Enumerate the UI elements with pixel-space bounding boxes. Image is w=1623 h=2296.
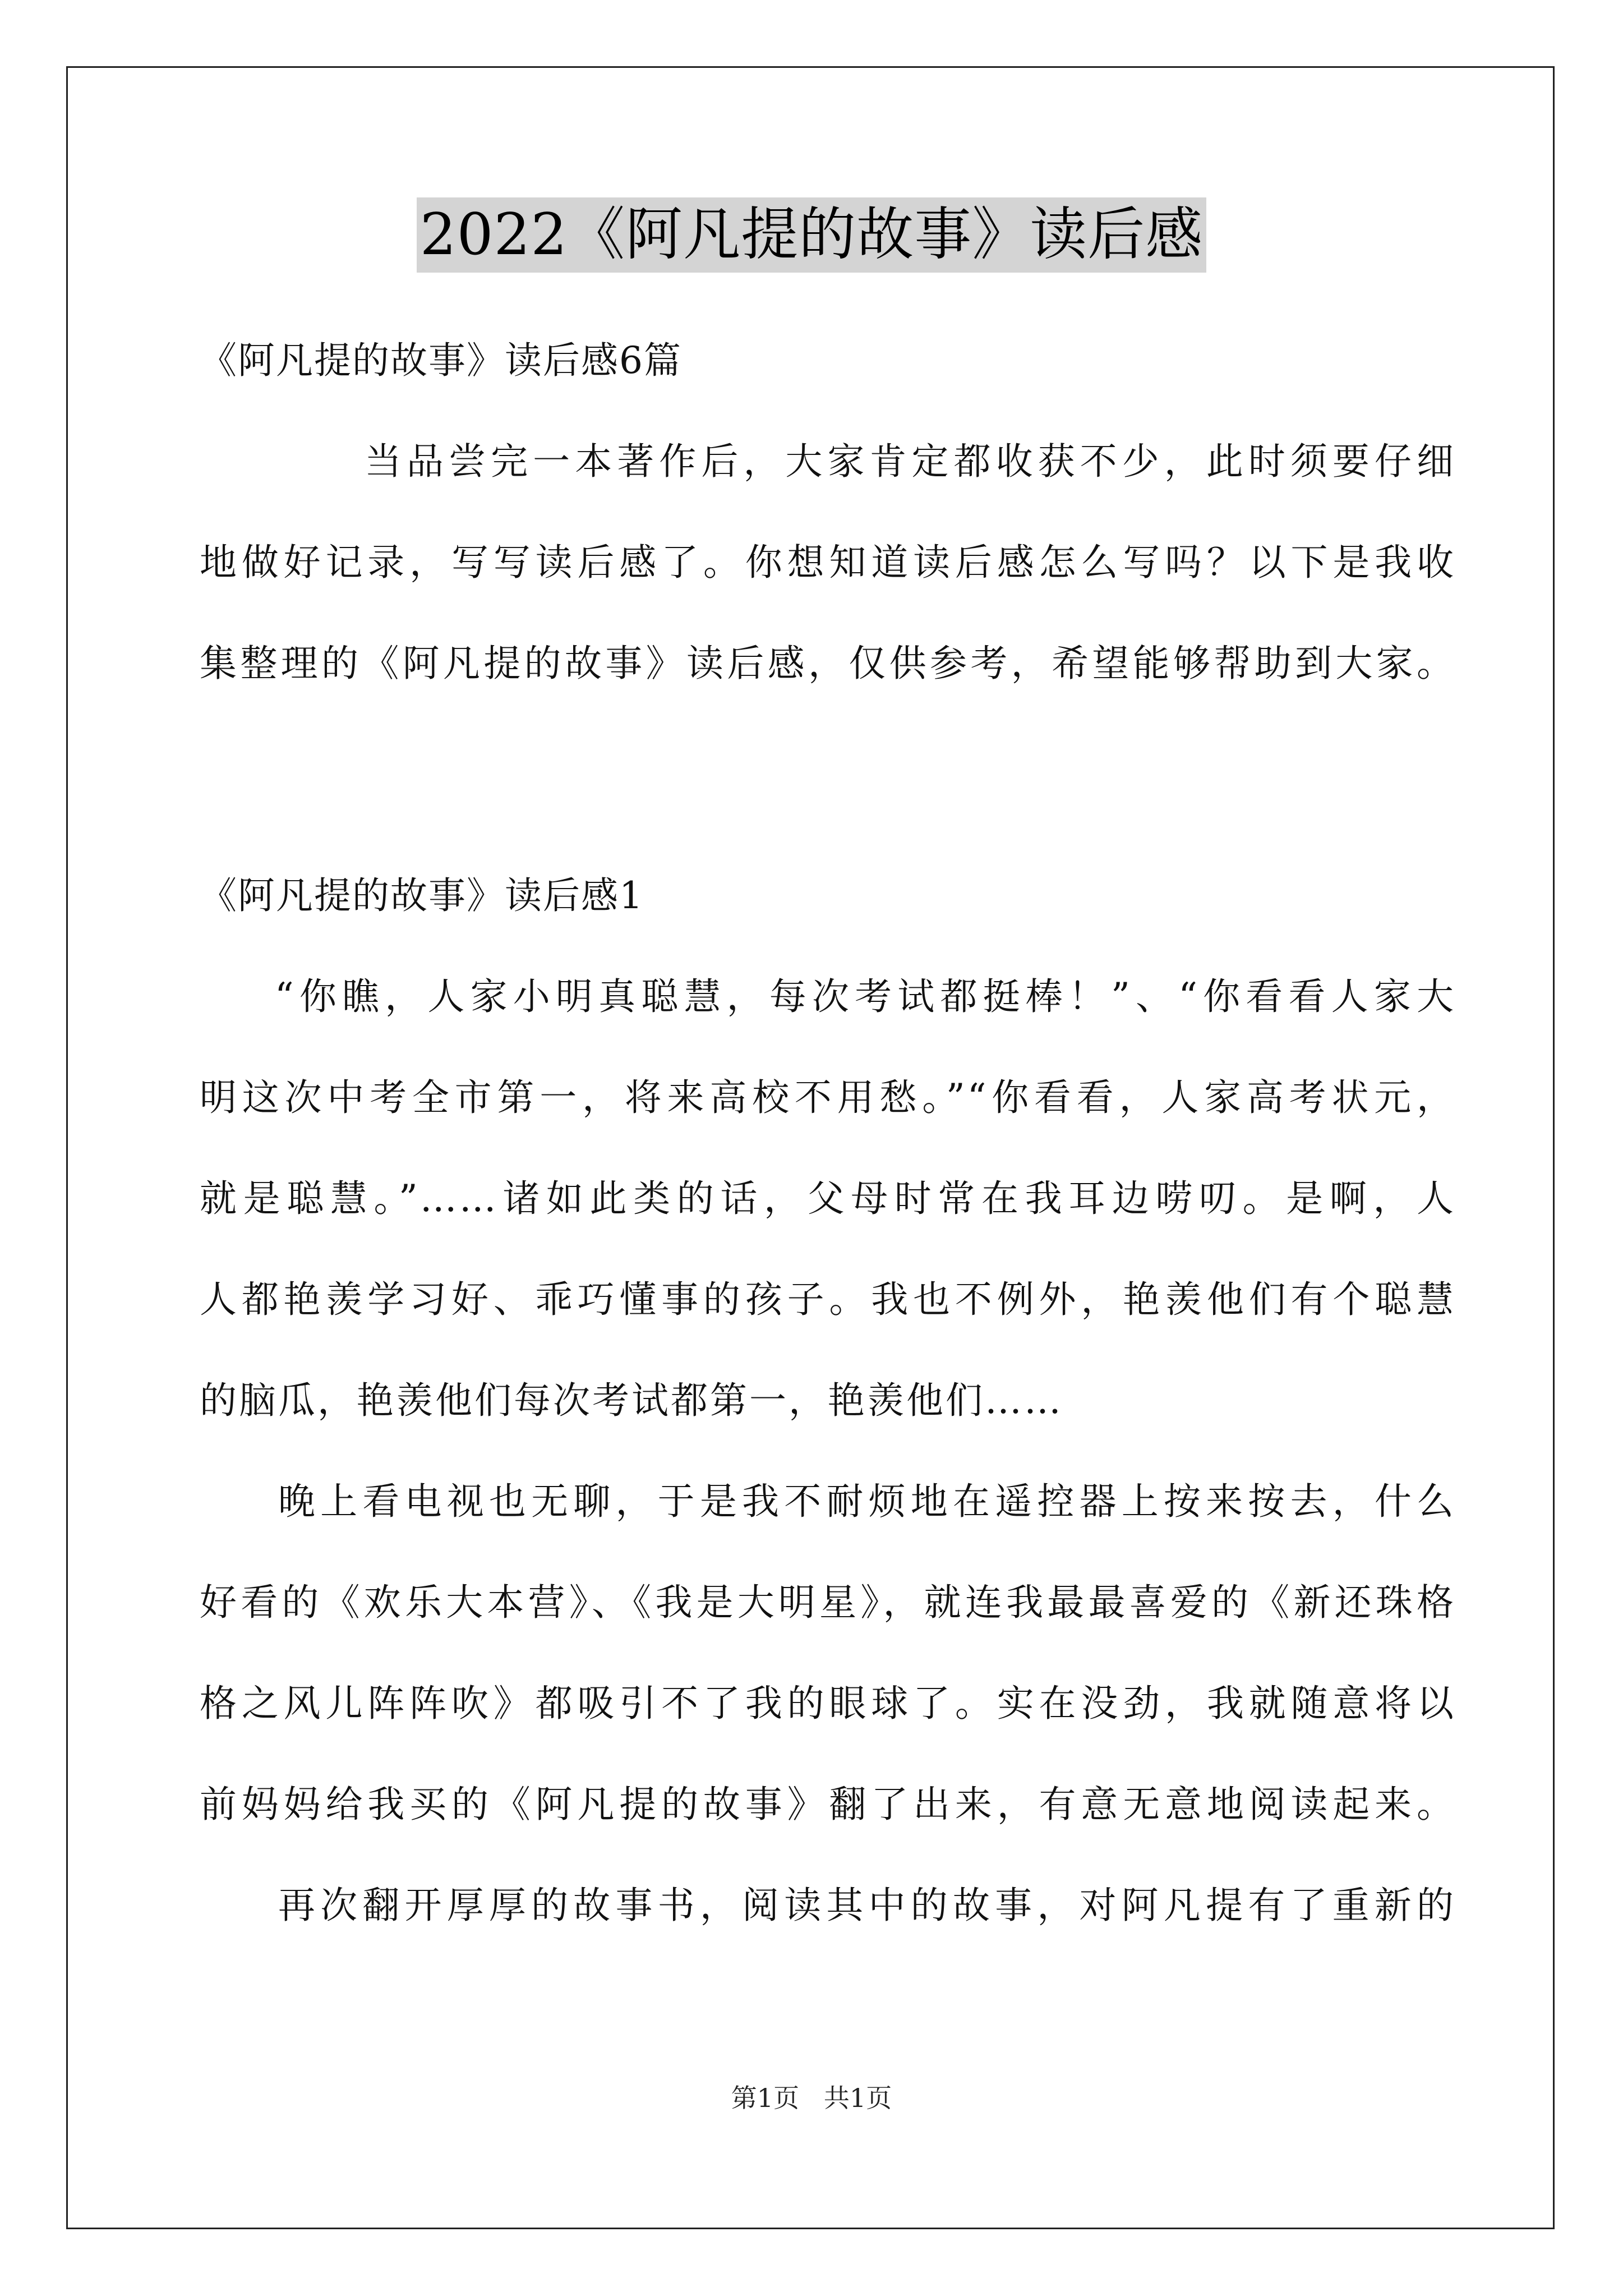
paragraph-line: 再次翻开厚厚的故事书，阅读其中的故事，对阿凡提有了重新的 [278, 1884, 1456, 1927]
page-number-label: 第1页 共1页 [731, 2083, 892, 2113]
paragraph-line: 人都艳羡学习好、乖巧懂事的孩子。我也不例外，艳羡他们有个聪慧 [200, 1278, 1456, 1321]
title-container [0, 197, 1623, 273]
document-subtitle: 《阿凡提的故事》读后感6篇 [200, 339, 682, 382]
intro-line: 当品尝完一本著作后，大家肯定都收获不少，此时须要仔细 [365, 440, 1456, 483]
page-footer [0, 2081, 1623, 2115]
paragraph-line: 好看的《欢乐大本营》、《我是大明星》，就连我最最喜爱的《新还珠格 [200, 1581, 1456, 1624]
section-heading: 《阿凡提的故事》读后感1 [200, 874, 644, 917]
paragraph-line: 前妈妈给我买的《阿凡提的故事》翻了出来，有意无意地阅读起来。 [200, 1783, 1456, 1826]
paragraph-line: “你瞧，人家小明真聪慧，每次考试都挺棒！”、“你看看人家大 [275, 975, 1456, 1018]
intro-line: 地做好记录，写写读后感了。你想知道读后感怎么写吗？以下是我收 [200, 541, 1456, 584]
paragraph-line: 格之风儿阵阵吹》都吸引不了我的眼球了。实在没劲，我就随意将以 [200, 1682, 1456, 1725]
paragraph-line: 晚上看电视也无聊，于是我不耐烦地在遥控器上按来按去，什么 [278, 1480, 1456, 1523]
intro-line: 集整理的《阿凡提的故事》读后感，仅供参考，希望能够帮助到大家。 [200, 642, 1456, 685]
paragraph-line: 的脑瓜，艳羡他们每次考试都第一，艳羡他们…… [200, 1379, 1063, 1422]
document-title: 2022《阿凡提的故事》读后感 [417, 197, 1207, 273]
paragraph-line: 就是聪慧。”……诸如此类的话，父母时常在我耳边唠叨。是啊，人 [200, 1177, 1456, 1220]
paragraph-line: 明这次中考全市第一，将来高校不用愁。”“你看看，人家高考状元， [200, 1076, 1456, 1119]
